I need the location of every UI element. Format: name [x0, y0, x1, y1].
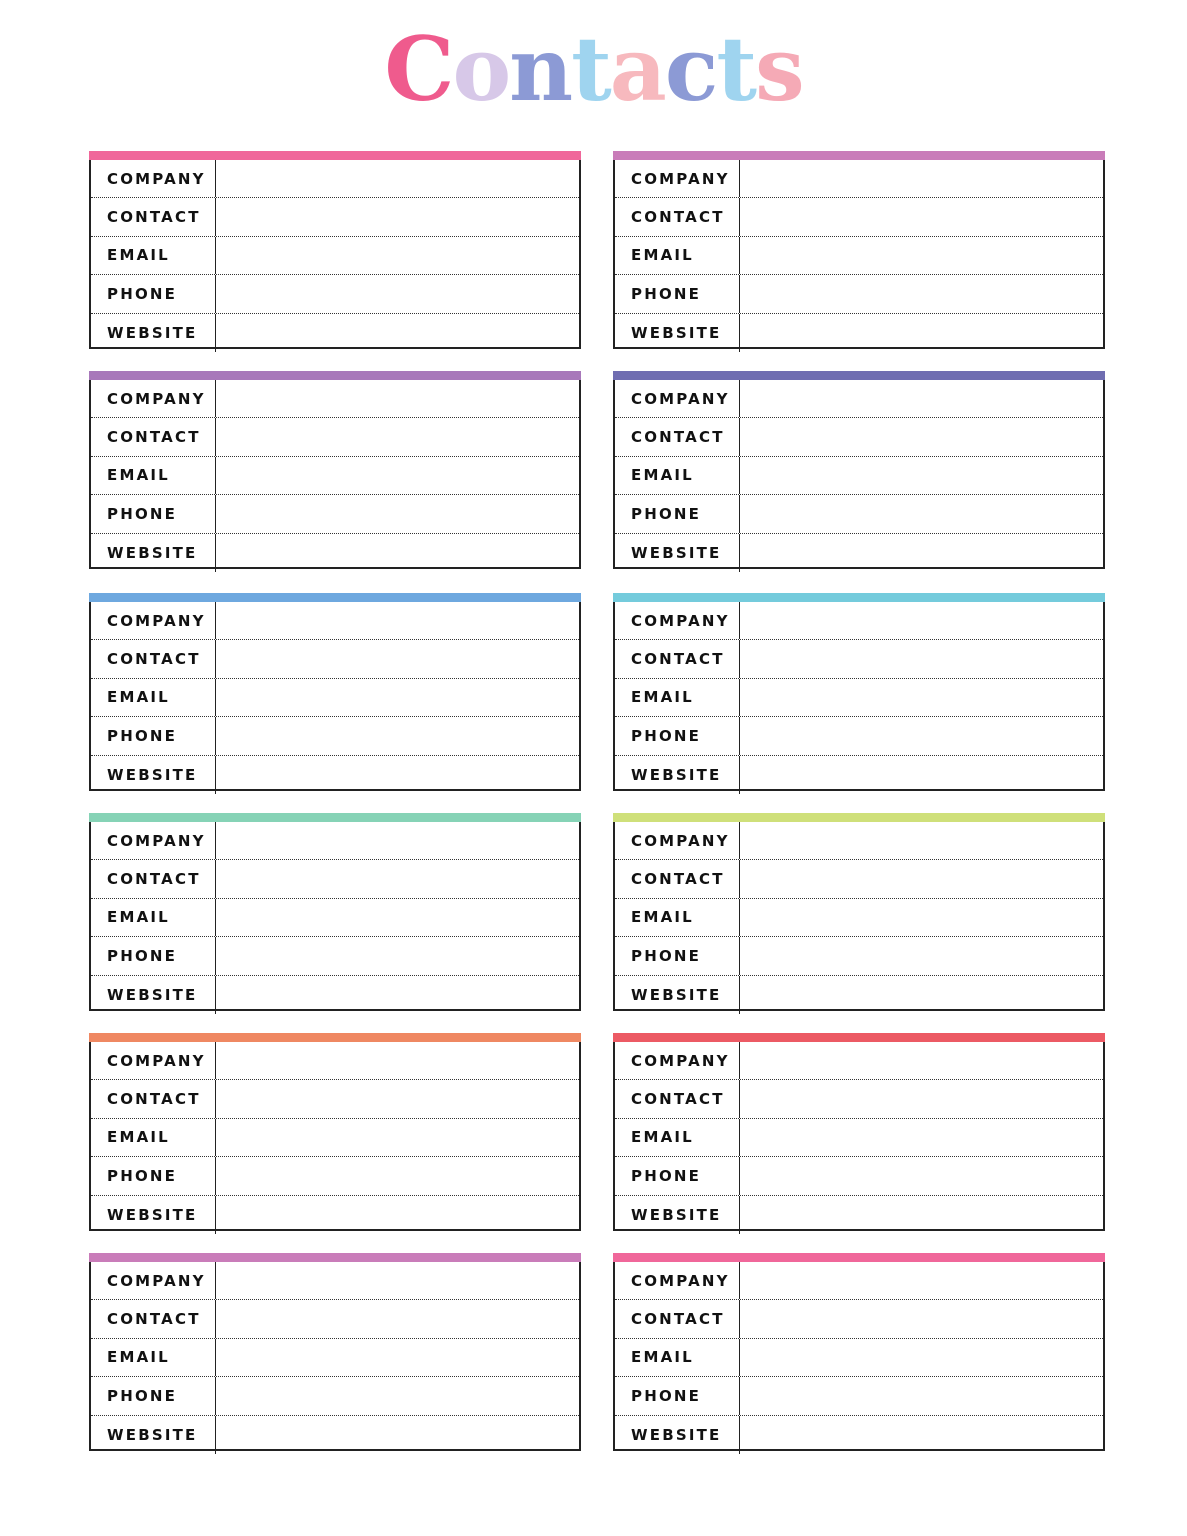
- card-accent-bar: [613, 593, 1105, 602]
- field-row-contact: [615, 198, 1103, 236]
- field-label: WEBSITE: [91, 314, 216, 352]
- field-value-email[interactable]: [740, 679, 1103, 716]
- field-label: EMAIL: [615, 899, 740, 936]
- field-label: EMAIL: [615, 457, 740, 494]
- field-label: PHONE: [91, 495, 216, 532]
- field-label: PHONE: [615, 275, 740, 312]
- field-row-website: [615, 976, 1103, 1014]
- field-value-website[interactable]: [740, 1196, 1103, 1234]
- field-row-company: [615, 822, 1103, 860]
- card-accent-bar: [89, 813, 581, 822]
- field-value-email[interactable]: [216, 1339, 579, 1376]
- field-row-email: [91, 1339, 579, 1377]
- field-label: CONTACT: [615, 640, 740, 677]
- card-fields: [89, 160, 581, 349]
- field-value-website[interactable]: [740, 534, 1103, 572]
- field-row-website: [615, 1416, 1103, 1454]
- field-label: PHONE: [615, 495, 740, 532]
- card-fields: [613, 160, 1105, 349]
- field-row-email: [615, 899, 1103, 937]
- field-value-phone[interactable]: [216, 1157, 579, 1194]
- field-label: CONTACT: [615, 198, 740, 235]
- field-label: CONTACT: [91, 860, 216, 897]
- title-letter: C: [384, 17, 453, 121]
- field-value-company[interactable]: [216, 160, 579, 197]
- contact-card: [89, 1033, 581, 1233]
- field-label: COMPANY: [615, 822, 740, 859]
- contact-card: [89, 813, 581, 1013]
- card-accent-bar: [89, 371, 581, 380]
- field-row-company: [91, 1042, 579, 1080]
- field-row-company: [615, 380, 1103, 418]
- field-row-contact: [615, 640, 1103, 678]
- field-label: WEBSITE: [91, 1416, 216, 1454]
- field-row-contact: [615, 1300, 1103, 1338]
- field-value-email[interactable]: [740, 1119, 1103, 1156]
- field-row-company: [615, 160, 1103, 198]
- field-row-phone: [615, 1377, 1103, 1415]
- field-label: PHONE: [91, 937, 216, 974]
- field-label: PHONE: [615, 717, 740, 754]
- field-row-phone: [91, 1377, 579, 1415]
- field-row-email: [615, 457, 1103, 495]
- field-row-email: [91, 1119, 579, 1157]
- card-fields: [613, 822, 1105, 1011]
- field-value-email[interactable]: [216, 457, 579, 494]
- field-value-phone[interactable]: [740, 275, 1103, 312]
- field-row-website: [91, 534, 579, 572]
- field-row-website: [615, 534, 1103, 572]
- field-value-email[interactable]: [216, 1119, 579, 1156]
- field-label: COMPANY: [615, 1262, 740, 1299]
- field-value-website[interactable]: [216, 756, 579, 794]
- contact-card: [89, 151, 581, 351]
- field-row-company: [91, 602, 579, 640]
- field-row-contact: [91, 418, 579, 456]
- title-letter: s: [755, 17, 803, 121]
- field-label: COMPANY: [91, 380, 216, 417]
- field-label: CONTACT: [91, 1300, 216, 1337]
- field-label: PHONE: [91, 275, 216, 312]
- field-value-company[interactable]: [740, 160, 1103, 197]
- field-row-company: [91, 380, 579, 418]
- field-row-email: [91, 679, 579, 717]
- field-value-contact[interactable]: [740, 860, 1103, 897]
- field-value-contact[interactable]: [740, 1300, 1103, 1337]
- field-label: CONTACT: [91, 1080, 216, 1117]
- title-letter: n: [509, 17, 572, 121]
- card-accent-bar: [89, 1253, 581, 1262]
- field-value-contact[interactable]: [740, 198, 1103, 235]
- card-accent-bar: [613, 1253, 1105, 1262]
- card-fields: [613, 1262, 1105, 1451]
- field-label: EMAIL: [91, 1339, 216, 1376]
- field-row-phone: [615, 937, 1103, 975]
- title-letter: o: [452, 17, 510, 121]
- field-value-email[interactable]: [740, 899, 1103, 936]
- field-row-website: [615, 1196, 1103, 1234]
- card-accent-bar: [89, 151, 581, 160]
- field-value-email[interactable]: [740, 1339, 1103, 1376]
- field-value-email[interactable]: [216, 237, 579, 274]
- field-label: CONTACT: [91, 198, 216, 235]
- field-row-company: [615, 1262, 1103, 1300]
- field-value-company[interactable]: [216, 602, 579, 639]
- field-row-website: [615, 756, 1103, 794]
- field-value-website[interactable]: [216, 976, 579, 1014]
- field-label: COMPANY: [91, 822, 216, 859]
- field-row-phone: [615, 1157, 1103, 1195]
- field-label: CONTACT: [615, 1300, 740, 1337]
- field-label: WEBSITE: [91, 756, 216, 794]
- field-label: WEBSITE: [615, 1196, 740, 1234]
- title-letter: c: [664, 17, 717, 121]
- field-label: PHONE: [615, 1377, 740, 1414]
- field-value-company[interactable]: [740, 380, 1103, 417]
- field-value-company[interactable]: [216, 1262, 579, 1299]
- field-row-contact: [91, 860, 579, 898]
- field-value-phone[interactable]: [216, 275, 579, 312]
- field-label: PHONE: [91, 1377, 216, 1414]
- card-fields: [613, 602, 1105, 791]
- contact-card: [89, 593, 581, 793]
- field-label: WEBSITE: [91, 534, 216, 572]
- field-label: CONTACT: [615, 860, 740, 897]
- field-row-company: [91, 1262, 579, 1300]
- card-accent-bar: [613, 371, 1105, 380]
- title-letter: t: [571, 17, 610, 121]
- field-label: CONTACT: [615, 418, 740, 455]
- field-label: PHONE: [91, 717, 216, 754]
- field-label: WEBSITE: [615, 756, 740, 794]
- field-row-phone: [91, 495, 579, 533]
- field-value-website[interactable]: [216, 1416, 579, 1454]
- field-value-company[interactable]: [216, 1042, 579, 1079]
- field-label: EMAIL: [615, 1119, 740, 1156]
- field-label: EMAIL: [615, 1339, 740, 1376]
- field-row-phone: [91, 275, 579, 313]
- field-label: COMPANY: [91, 602, 216, 639]
- field-label: CONTACT: [91, 418, 216, 455]
- field-value-contact[interactable]: [740, 1080, 1103, 1117]
- field-row-email: [615, 679, 1103, 717]
- field-label: WEBSITE: [615, 534, 740, 572]
- field-value-company[interactable]: [740, 822, 1103, 859]
- field-label: EMAIL: [91, 899, 216, 936]
- field-label: EMAIL: [615, 237, 740, 274]
- field-row-company: [91, 160, 579, 198]
- field-value-contact[interactable]: [216, 198, 579, 235]
- field-row-email: [615, 1119, 1103, 1157]
- field-row-website: [615, 314, 1103, 352]
- field-value-contact[interactable]: [216, 418, 579, 455]
- field-value-website[interactable]: [740, 976, 1103, 1014]
- card-accent-bar: [613, 813, 1105, 822]
- field-row-phone: [615, 495, 1103, 533]
- contact-card: [613, 593, 1105, 793]
- field-value-website[interactable]: [740, 756, 1103, 794]
- field-label: EMAIL: [615, 679, 740, 716]
- field-row-website: [91, 1196, 579, 1234]
- field-value-phone[interactable]: [740, 1157, 1103, 1194]
- contact-card: [613, 371, 1105, 571]
- field-value-phone[interactable]: [216, 1377, 579, 1414]
- field-label: EMAIL: [91, 457, 216, 494]
- contact-card: [89, 1253, 581, 1453]
- contact-card: [613, 813, 1105, 1013]
- field-value-contact[interactable]: [740, 418, 1103, 455]
- field-row-phone: [615, 717, 1103, 755]
- field-row-website: [91, 1416, 579, 1454]
- field-row-contact: [615, 1080, 1103, 1118]
- field-value-website[interactable]: [216, 534, 579, 572]
- field-label: EMAIL: [91, 237, 216, 274]
- field-row-website: [91, 756, 579, 794]
- field-label: EMAIL: [91, 679, 216, 716]
- field-row-company: [615, 1042, 1103, 1080]
- field-label: COMPANY: [615, 380, 740, 417]
- field-value-email[interactable]: [216, 679, 579, 716]
- field-value-company[interactable]: [216, 822, 579, 859]
- card-fields: [613, 1042, 1105, 1231]
- card-fields: [89, 1262, 581, 1451]
- field-row-contact: [615, 860, 1103, 898]
- field-value-website[interactable]: [740, 314, 1103, 352]
- field-row-contact: [91, 198, 579, 236]
- field-row-contact: [91, 1080, 579, 1118]
- card-fields: [89, 380, 581, 569]
- field-row-company: [615, 602, 1103, 640]
- field-value-phone[interactable]: [216, 937, 579, 974]
- card-fields: [89, 1042, 581, 1231]
- field-row-website: [91, 314, 579, 352]
- field-value-contact[interactable]: [216, 860, 579, 897]
- field-value-phone[interactable]: [740, 937, 1103, 974]
- field-label: COMPANY: [91, 1262, 216, 1299]
- card-fields: [89, 822, 581, 1011]
- field-row-email: [91, 457, 579, 495]
- contact-card: [613, 1033, 1105, 1233]
- field-row-website: [91, 976, 579, 1014]
- field-value-contact[interactable]: [216, 640, 579, 677]
- card-accent-bar: [89, 593, 581, 602]
- field-value-contact[interactable]: [740, 640, 1103, 677]
- field-label: COMPANY: [615, 602, 740, 639]
- field-label: COMPANY: [91, 160, 216, 197]
- field-row-contact: [91, 640, 579, 678]
- field-label: COMPANY: [615, 160, 740, 197]
- field-value-email[interactable]: [740, 457, 1103, 494]
- field-value-website[interactable]: [216, 314, 579, 352]
- field-value-phone[interactable]: [216, 717, 579, 754]
- field-label: COMPANY: [615, 1042, 740, 1079]
- contact-card: [613, 151, 1105, 351]
- field-value-company[interactable]: [216, 380, 579, 417]
- contact-card: [89, 371, 581, 571]
- field-value-phone[interactable]: [740, 495, 1103, 532]
- field-value-phone[interactable]: [740, 1377, 1103, 1414]
- card-fields: [89, 602, 581, 791]
- title-letter: a: [609, 17, 665, 121]
- field-row-phone: [91, 1157, 579, 1195]
- field-label: WEBSITE: [615, 1416, 740, 1454]
- field-row-email: [91, 237, 579, 275]
- field-row-email: [615, 1339, 1103, 1377]
- field-row-contact: [91, 1300, 579, 1338]
- field-row-email: [91, 899, 579, 937]
- field-value-website[interactable]: [216, 1196, 579, 1234]
- title-letter: t: [716, 17, 756, 121]
- field-value-phone[interactable]: [216, 495, 579, 532]
- card-accent-bar: [89, 1033, 581, 1042]
- field-label: COMPANY: [91, 1042, 216, 1079]
- field-value-email[interactable]: [216, 899, 579, 936]
- field-label: PHONE: [615, 937, 740, 974]
- field-label: EMAIL: [91, 1119, 216, 1156]
- card-accent-bar: [613, 1033, 1105, 1042]
- field-label: PHONE: [615, 1157, 740, 1194]
- card-fields: [613, 380, 1105, 569]
- field-value-phone[interactable]: [740, 717, 1103, 754]
- contact-card: [613, 1253, 1105, 1453]
- field-row-phone: [91, 717, 579, 755]
- field-value-company[interactable]: [740, 602, 1103, 639]
- field-value-contact[interactable]: [216, 1300, 579, 1337]
- field-row-phone: [91, 937, 579, 975]
- field-value-email[interactable]: [740, 237, 1103, 274]
- field-value-website[interactable]: [740, 1416, 1103, 1454]
- field-label: WEBSITE: [615, 976, 740, 1014]
- field-label: CONTACT: [91, 640, 216, 677]
- field-value-company[interactable]: [740, 1042, 1103, 1079]
- field-row-contact: [615, 418, 1103, 456]
- field-label: WEBSITE: [615, 314, 740, 352]
- field-label: WEBSITE: [91, 1196, 216, 1234]
- field-row-phone: [615, 275, 1103, 313]
- card-accent-bar: [613, 151, 1105, 160]
- page-title: [0, 14, 1187, 124]
- field-row-email: [615, 237, 1103, 275]
- field-value-contact[interactable]: [216, 1080, 579, 1117]
- field-value-company[interactable]: [740, 1262, 1103, 1299]
- field-label: CONTACT: [615, 1080, 740, 1117]
- field-label: PHONE: [91, 1157, 216, 1194]
- field-label: WEBSITE: [91, 976, 216, 1014]
- field-row-company: [91, 822, 579, 860]
